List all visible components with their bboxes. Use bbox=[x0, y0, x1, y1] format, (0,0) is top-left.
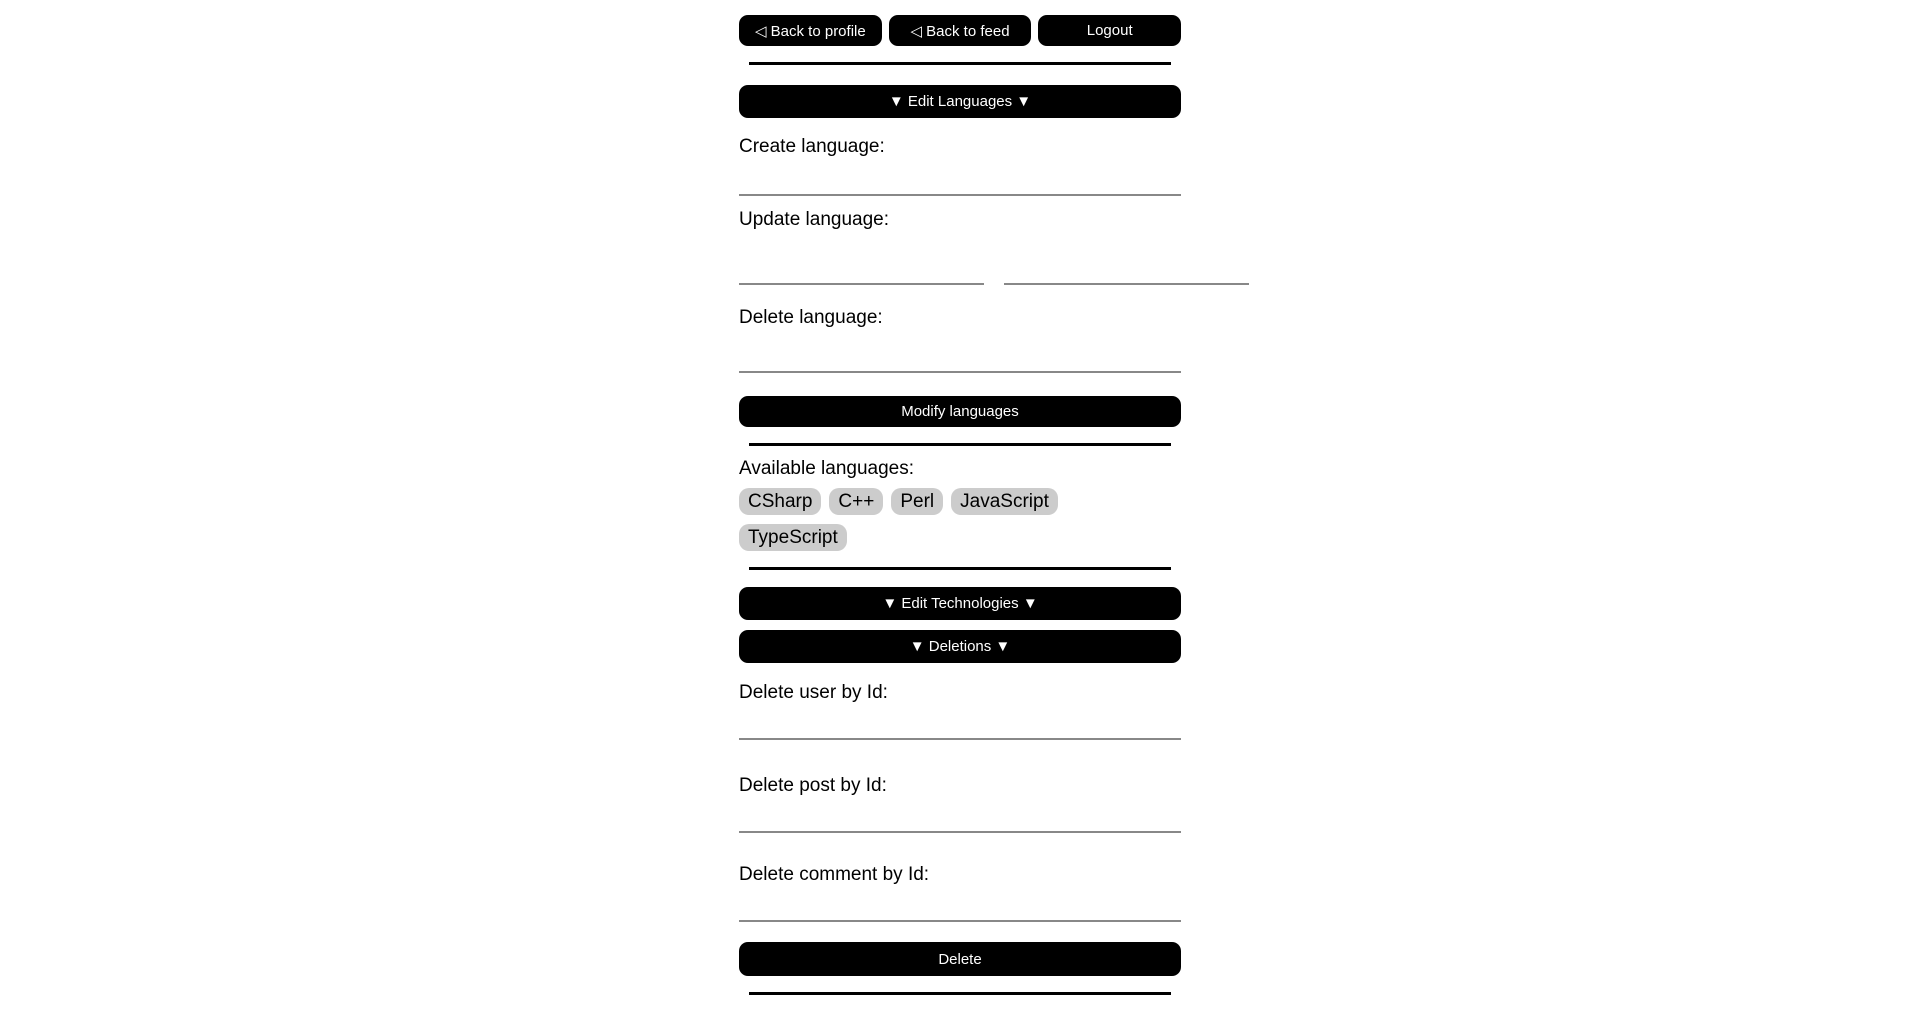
language-chip: C++ bbox=[829, 488, 883, 515]
divider bbox=[749, 62, 1171, 65]
top-navigation-bar bbox=[739, 15, 1181, 46]
delete-user-by-id-label: Delete user by Id: bbox=[739, 682, 888, 703]
modify-languages-button[interactable]: Modify languages bbox=[739, 396, 1181, 427]
delete-button[interactable]: Delete bbox=[739, 942, 1181, 976]
divider bbox=[749, 443, 1171, 446]
language-chip: TypeScript bbox=[739, 524, 847, 551]
language-chip: JavaScript bbox=[951, 488, 1058, 515]
admin-panel bbox=[739, 0, 1181, 995]
back-to-feed-button[interactable]: ◁ Back to feed bbox=[889, 15, 1032, 46]
delete-user-by-id-input[interactable] bbox=[739, 710, 1181, 740]
update-language-old-input[interactable] bbox=[739, 255, 984, 285]
language-chip: CSharp bbox=[739, 488, 821, 515]
divider bbox=[749, 567, 1171, 570]
language-chip: Perl bbox=[891, 488, 943, 515]
back-to-profile-button[interactable]: ◁ Back to profile bbox=[739, 15, 882, 46]
create-language-input[interactable] bbox=[739, 166, 1181, 196]
logout-button[interactable]: Logout bbox=[1038, 15, 1181, 46]
edit-technologies-toggle[interactable]: ▼ Edit Technologies ▼ bbox=[739, 587, 1181, 620]
delete-language-input[interactable] bbox=[739, 343, 1181, 373]
update-language-new-input[interactable] bbox=[1004, 255, 1249, 285]
create-language-label: Create language: bbox=[739, 136, 885, 157]
delete-comment-by-id-input[interactable] bbox=[739, 892, 1181, 922]
delete-comment-by-id-label: Delete comment by Id: bbox=[739, 864, 930, 885]
delete-language-label: Delete language: bbox=[739, 307, 883, 328]
available-languages-list bbox=[739, 488, 1099, 551]
deletions-toggle[interactable]: ▼ Deletions ▼ bbox=[739, 630, 1181, 663]
edit-languages-toggle[interactable]: ▼ Edit Languages ▼ bbox=[739, 85, 1181, 118]
delete-post-by-id-label: Delete post by Id: bbox=[739, 775, 887, 796]
update-language-inputs bbox=[739, 255, 1181, 285]
divider bbox=[749, 992, 1171, 995]
update-language-label: Update language: bbox=[739, 209, 890, 230]
available-languages-label: Available languages: bbox=[739, 458, 915, 479]
delete-post-by-id-input[interactable] bbox=[739, 803, 1181, 833]
